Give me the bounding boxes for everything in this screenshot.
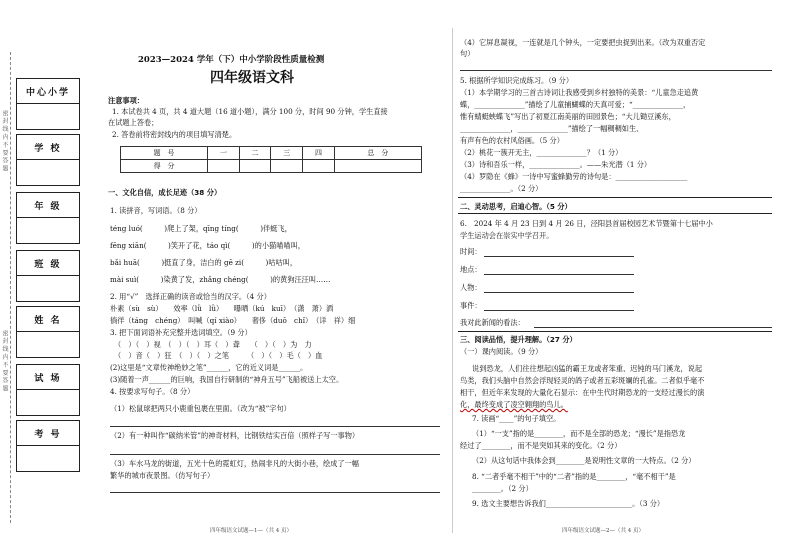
question-line: 8. “二者乎毫不相干”中的“二者”指的是________，“毫不相干”是	[472, 472, 676, 481]
note-line: 1. 本试卷共 4 页，共 4 道大题（16 道小题），满分 100 分，时间 90 分钟，学生直接	[112, 107, 388, 116]
question-line: （2）桃花一簇开无主，______________？（1 分）	[460, 148, 623, 157]
divider	[458, 197, 772, 198]
question-line: （ ）（ ）视 （ ）（ ）耳（ ）聋 （ ）（ ）为 力	[114, 340, 312, 349]
answer-line[interactable]	[534, 327, 772, 328]
sidebar-field-school-center[interactable]	[16, 78, 80, 130]
question-line: 4. 按要求写句子。（8 分）	[110, 387, 195, 396]
question-line: 繁华的城市夜景图。（仿写句子）	[110, 471, 215, 480]
question-line: bǎi huā( )挺直了身，洁白的 gē zi( )咕咕叫，	[110, 258, 298, 267]
question-line: 学生运动会在崇实中学召开。	[460, 231, 554, 240]
divider	[458, 331, 772, 332]
score-header: 一	[208, 147, 240, 160]
question-line: （4）罗隐在《蜂》一诗中写蜜蜂勤劳的诗句是：____________________	[460, 172, 688, 181]
answer-line[interactable]	[484, 292, 634, 293]
question-line: fēng xiān( )笑开了花，táo qì( )的小猫喵喵叫，	[110, 241, 305, 250]
page-1	[106, 0, 450, 543]
exam-title: 2023—2024 学年（下）中小学阶段性质量检测	[138, 55, 325, 65]
question-line: téng luó( )爬上了架，qīng tíng( )伴蜓飞，	[110, 224, 292, 233]
question-line: 朴素（sù sù） 效率（lǜ lǜ） 曝晒（kú kuī） （潇 萧）洒	[110, 304, 334, 313]
answer-line[interactable]	[110, 426, 440, 427]
question-line: （1）本学期学习的三首古诗词让我感受到乡村独特的美景：“儿童急走追黄	[460, 88, 699, 97]
binding-line	[10, 52, 11, 523]
question-line: （3）诗和吾乐一样，______________。——朱光潜（1 分）	[460, 160, 652, 169]
page-footer: 四年级语文试题—1—（共 4 页）	[210, 528, 292, 534]
score-header: 四	[303, 147, 335, 160]
note-line: 2. 答卷前将密封线内的项目填写清楚。	[112, 130, 237, 139]
score-cell[interactable]	[271, 160, 303, 173]
section-heading: 三、阅读品悟，提升理解。（27 分）	[460, 335, 577, 344]
question-line: 句）	[460, 49, 475, 58]
score-row-label: 得 分	[121, 160, 208, 173]
question-line: mài suì( )染黄了发，zhǎng chéng( )的黄狗汪汪叫……	[110, 275, 331, 284]
answer-line[interactable]	[460, 70, 772, 71]
question-line: ______________。（2 分）	[460, 184, 543, 193]
field-label-opinion: 我对此新闻的看法：	[460, 318, 525, 327]
answer-line[interactable]	[484, 256, 634, 257]
notes-title: 注意事项：	[108, 96, 144, 105]
question-line: ________。（2 分）	[472, 484, 533, 493]
score-cell[interactable]	[239, 160, 271, 173]
page-separator	[452, 28, 453, 533]
note-line: 在试题上答卷；	[108, 118, 159, 127]
page-footer: 四年级语文试题—2—（共 4 页）	[562, 528, 644, 534]
question-line: （1）松鼠球把两只小鹿重包裹在里面。（改为“被”字句）	[110, 404, 291, 413]
sidebar-label: 班 级	[17, 251, 79, 276]
question-line: ______________，______________”描绘了一幅稠稠如生、	[460, 124, 644, 133]
question-line: 7. 读画“____”的句子填空。	[472, 414, 561, 423]
question-line: （3）车水马龙的街道，五光十色的霓虹灯，热闹非凡的大街小巷，绘成了一幅	[110, 459, 359, 468]
question-line: 1. 读拼音，写词语。（8 分）	[110, 206, 202, 215]
question-line: 经过了________，而不是突如其来的变化。（2 分）	[460, 441, 622, 450]
question-line: 蝶，______________”描绘了儿童捕蝴蝶的天真可爱；“______________，	[460, 100, 691, 109]
question-line: (3)随着一声______的巨响，我国自行研制的“神舟五号”飞船被送上太空。	[110, 375, 344, 384]
question-line: 惟有蜻蜓蛱蝶飞”写出了初夏江南美丽的田园景色；“大儿锄豆溪东，	[460, 112, 676, 121]
field-label-event: 事件：	[460, 301, 482, 310]
question-line: 9. 选文主要想告诉我们________________________。（3 分）	[472, 499, 665, 508]
question-line: （4）它屏息凝视，一连就是几个钟头，一定要把虫捉到出来。（改为双重否定	[460, 38, 706, 47]
score-cell[interactable]	[208, 160, 240, 173]
question-line: （ ）音（ ）狂 （ ）（ ）之笔 （ ）（ ）毛（ ）血	[114, 351, 323, 360]
sidebar-label: 试 场	[17, 365, 79, 390]
sidebar-field-exam-room[interactable]	[16, 364, 80, 416]
question-line: 5. 根据所学知识完成练习。（9 分）	[460, 76, 574, 85]
sidebar-field-grade[interactable]	[16, 192, 80, 244]
field-label-place: 地点：	[460, 265, 482, 274]
score-header: 题 号	[121, 147, 208, 160]
question-line: 徜徉（táng chéng） 叫喊（qí xiào） 奢侈（duō chǐ） （详 祥）细	[110, 316, 356, 325]
sidebar-label: 年 级	[17, 193, 79, 218]
field-label-people: 人物：	[460, 283, 482, 292]
question-line: 6. 2024 年 4 月 23 日到 4 月 26 日，泾阳县首届校园艺术节暨第十七届中小	[460, 219, 713, 228]
binding-sidebar	[0, 0, 80, 543]
subsection-heading: （一）课内阅读。（9 分）	[460, 347, 543, 356]
question-line: （2）从这句话中我体会到________是说明性文章的一大特点。（2 分）	[472, 456, 696, 465]
seal-text: 密 封 线 内 不 要 答 题	[1, 110, 8, 172]
question-line: 有声有色的农村风俗画。（5 分）	[460, 136, 564, 145]
sidebar-label: 考 号	[17, 421, 79, 446]
sidebar-field-class[interactable]	[16, 250, 80, 302]
sidebar-field-name[interactable]	[16, 306, 80, 358]
passage-line: 相干，但近年来发现的大量化石显示：在中生代时期恐龙的一支经过漫长的演	[460, 388, 705, 397]
score-header: 总 分	[334, 147, 421, 160]
score-header: 三	[271, 147, 303, 160]
passage-line: 鸟类，我们头脑中自然会浮现轻灵的鸽子或者五彩斑斓的孔雀。二者似乎毫不	[460, 376, 705, 385]
section-heading: 二、灵动思考，启迪心智。（5 分）	[460, 202, 572, 211]
answer-line[interactable]	[484, 274, 634, 275]
sidebar-label: 姓 名	[17, 307, 79, 332]
subject-title: 四年级语文科	[210, 70, 294, 86]
question-line: （1）“一支”指的是________，而不是全部的恐龙；“漫长”是指恐龙	[472, 429, 686, 438]
section-heading: 一、文化自信，成长足迹（38 分）	[108, 188, 222, 197]
score-header: 二	[239, 147, 271, 160]
answer-line[interactable]	[484, 310, 634, 311]
page-2	[458, 0, 788, 543]
question-line: (2)这里是“文章传神绝妙之笔”______，它的近义词是______。	[110, 363, 308, 372]
field-label-time: 时间：	[460, 247, 482, 256]
sidebar-field-school[interactable]	[16, 134, 80, 186]
score-cell[interactable]	[334, 160, 421, 173]
seal-text: 密 封 线 内 不 要 答 题	[1, 330, 8, 392]
score-table	[120, 146, 422, 173]
answer-line[interactable]	[110, 492, 440, 493]
question-line: （2）有一种叫作“碳纳米管”的神奇材料，比钢铁结实百倍（照样子写一事物）	[110, 431, 360, 440]
passage-line: 化，最终变成了凌空翱翔的鸟儿。	[460, 400, 568, 409]
sidebar-field-exam-number[interactable]	[16, 420, 80, 472]
question-line: 2. 用“√” 选择正确的读音或恰当的汉字。（4 分）	[110, 292, 271, 301]
answer-line[interactable]	[110, 454, 440, 455]
score-cell[interactable]	[303, 160, 335, 173]
question-line: 3. 把下面词语补充完整并选词填空。（9 分）	[110, 328, 252, 337]
passage-line: 说到恐龙，人们往往想起凶猛的霸王龙或者笨重、迟钝的马门溪龙，说起	[472, 364, 703, 373]
sidebar-label: 学 校	[17, 135, 79, 160]
divider	[458, 213, 772, 214]
sidebar-label: 中心小学	[17, 79, 79, 104]
